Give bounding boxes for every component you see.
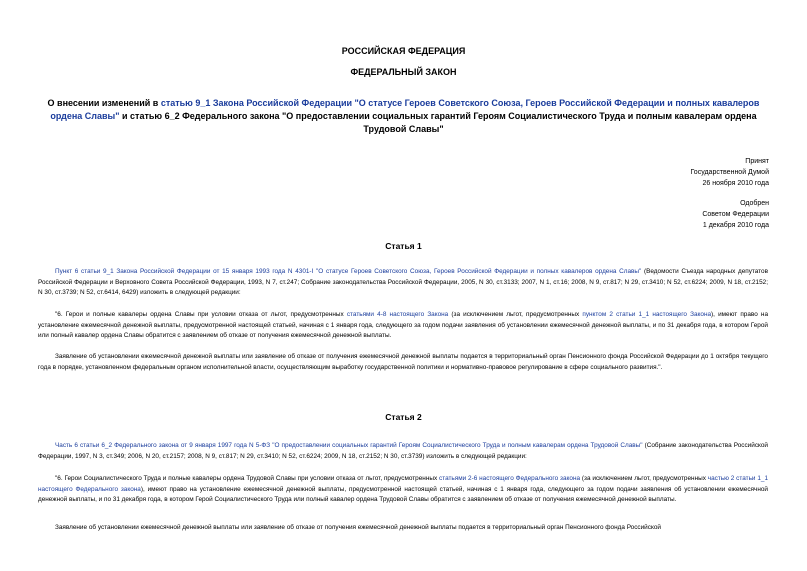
law-type-heading: ФЕДЕРАЛЬНЫЙ ЗАКОН bbox=[350, 67, 457, 77]
approved-date: 1 декабря 2010 года bbox=[702, 222, 769, 229]
article-1-p2-b: (за исключением льгот, предусмотренных bbox=[448, 311, 583, 318]
title-prefix: О внесении изменений в bbox=[47, 98, 161, 108]
article-2-paragraph-1 bbox=[38, 441, 768, 462]
law-title bbox=[40, 97, 767, 136]
article-2-p1-text: (Собрание законодательства Российской Федерации, 1997, N 3, ст.349; 2006, N 20, ст.2157; 2008, N 9, ст.817; N 29, ст.3410; N 52, ст.6224; 2009, N 18, ст.2152; N 30, ст.3739) изложить в следующей редакции: bbox=[38, 442, 769, 460]
article-1-p1-text: (Ведомости Съезда народных депутатов Российской Федерации и Верховного Совета Российской Федерации, 1993, N 7, ст.247; Собрание законодательства Российской Федерации, 2005, N 30, ст.3133; 2007, N 1, ст.16; 2008, N 9, ст.817; N 29, ст.3410; N 52, ст.6224; 2009, N 18, ст.2152; N 30, ст.3739; N 52, ст.6414, 6429) изложить в следующей редакции: bbox=[38, 268, 768, 296]
article-2-heading: Статья 2 bbox=[385, 412, 422, 422]
approved-label: Одобрен bbox=[740, 200, 769, 207]
adopted-label: Принят bbox=[745, 158, 769, 165]
article-2-p2-a: "6. Герои Социалистического Труда и полные кавалеры ордена Трудовой Славы при условии отказа от льгот, предусмотренных bbox=[55, 475, 440, 482]
adopted-block bbox=[690, 156, 769, 189]
article-1-link-articles-4-8[interactable]: статьями 4-8 настоящего Закона bbox=[346, 311, 449, 318]
country-heading: РОССИЙСКАЯ ФЕДЕРАЦИЯ bbox=[341, 46, 466, 56]
approved-body: Советом Федерации bbox=[702, 211, 769, 218]
article-1-heading: Статья 1 bbox=[385, 241, 422, 251]
article-2-p2-c: ), имеют право на установление ежемесячной денежной выплаты, предусмотренной настоящей статьей, начиная с 1 января года, следующего за годом подачи заявления об установлении ежемесячной денежной выплаты, и по 31 декабря года, в котором Герой Социалистического Труда или полный кавалер ордена Трудовой Славы обратится с заявлением об отказе от получения ежемесячной денежной выплаты. bbox=[38, 485, 769, 503]
article-1-link-law[interactable]: Пункт 6 статьи 9_1 Закона Российской Федерации от 15 января 1993 года N 4301-I "О статусе Героев Советского Союза, Героев Российской Федерации и полных кавалеров ордена Славы" bbox=[55, 268, 642, 275]
article-1-paragraph-3: Заявление об установлении ежемесячной денежной выплаты или заявление об отказе от получения ежемесячной денежной выплаты подается в территориальный орган Пенсионного фонда Российской Федерации до 1 октября текущего года в порядке, установленном федеральным органом исполнительной власти, осуществляющим выработку государственной политики и нормативно-правовое регулирование в сфере социального развития.". bbox=[38, 353, 768, 371]
article-1-paragraph-1 bbox=[38, 267, 768, 299]
article-2-paragraph-3: Заявление об установлении ежемесячной денежной выплаты или заявление об отказе от получения ежемесячной денежной выплаты подается в территориальный орган Пенсионного фонда Российской bbox=[55, 524, 661, 531]
article-1-p2-a: "6. Герои и полные кавалеры ордена Славы при условии отказа от льгот, предусмотренных bbox=[55, 311, 347, 318]
article-2-link-law[interactable]: Часть 6 статьи 6_2 Федерального закона от 9 января 1997 года N 5-ФЗ "О предоставлении социальных гарантий Героям Социалистического Труда и полным кавалерам ордена Трудовой Славы" bbox=[55, 442, 643, 449]
adopted-date: 26 ноября 2010 года bbox=[702, 180, 769, 187]
adopted-body: Государственной Думой bbox=[690, 169, 769, 176]
approved-block bbox=[702, 198, 769, 231]
article-2-link-part-2[interactable]: частью 2 статьи 1_1 настоящего Федерального закона bbox=[38, 475, 769, 493]
article-1-link-point-2[interactable]: пунктом 2 статьи 1_1 настоящего Закона bbox=[582, 311, 712, 318]
article-1-paragraph-2 bbox=[38, 310, 768, 342]
title-suffix: и статью 6_2 Федерального закона "О предоставлении социальных гарантий Героям Социалистического Труда и полным кавалерам ордена Трудовой Славы" bbox=[119, 111, 757, 134]
title-link-article-9-1[interactable]: статью 9_1 Закона Российской Федерации "О статусе Героев Советского Союза, Героев Российской Федерации и полных кавалеров ордена Славы" bbox=[50, 98, 760, 121]
article-1-p2-c: ), имеют право на установление ежемесячной денежной выплаты, предусмотренной настоящей статьей, начиная с 1 января года, следующего за годом подачи заявления об установлении ежемесячной денежной выплаты, и по 31 декабря года, в котором Герой или полный кавалер ордена Славы обратится с заявлением об отказе от получения ежемесячной денежной выплаты. bbox=[38, 311, 769, 339]
article-2-p2-b: (за исключением льгот, предусмотренных bbox=[580, 475, 708, 482]
article-2-paragraph-2 bbox=[38, 474, 768, 506]
article-2-link-articles-2-6[interactable]: статьями 2-6 настоящего Федерального закона bbox=[439, 475, 581, 482]
